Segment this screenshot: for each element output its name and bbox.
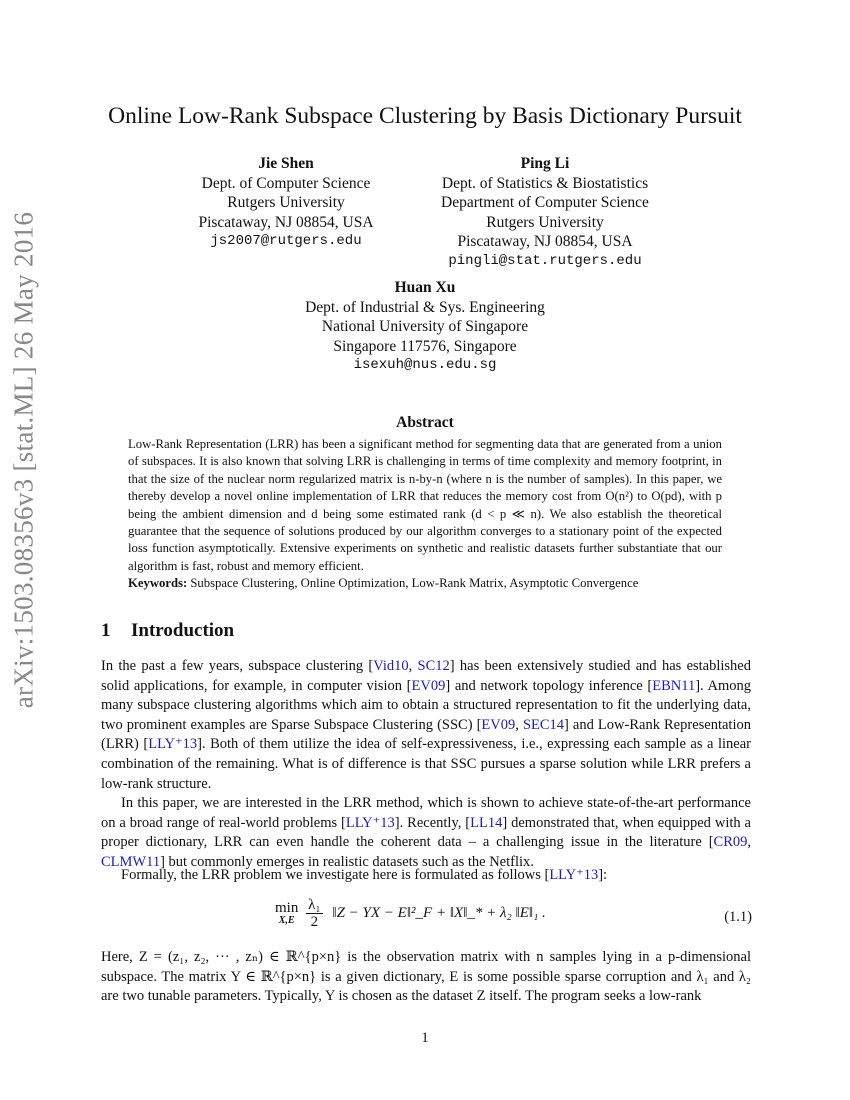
author-affiliation-line: Piscataway, NJ 08854, USA: [198, 213, 374, 231]
author-email[interactable]: isexuh@nus.edu.sg: [353, 357, 497, 373]
intro-paragraph-1: In the past a few years, subspace clustering [Vid10, SC12] has been extensively studied and has established solid applications, for example, in computer vision [EV09] and network topology inference [EBN11]. Among many subspace clustering algorithms which aim to obtain a structured representation to fit the underlying data, two prominent examples are Sparse Subspace Clustering (SSC) [EV09, SEC14] and Low-Rank Representation (LRR) [LLY⁺13]. Both of them utilize the idea of self-expressiveness, i.e., expressing each sample as a linear combination of the remaining. What is of difference is that SSC pursues a sparse solution while LRR prefers a low-rank structure.: [101, 658, 752, 792]
page-number: 1: [421, 1030, 429, 1046]
author-affiliation-line: Singapore 117576, Singapore: [333, 337, 517, 355]
intro-paragraph-4: [101, 948, 751, 1007]
section-number: 1: [101, 620, 111, 641]
author-affiliation-line: Dept. of Computer Science: [201, 174, 371, 192]
eq-min: min: [275, 899, 299, 916]
author-affiliation-line: Department of Computer Science: [441, 194, 649, 211]
intro-paragraph-3: Formally, the LRR problem we investigate here is formulated as follows [LLY⁺13]:: [121, 867, 608, 883]
author-name: Huan Xu: [394, 279, 456, 296]
citation-link[interactable]: LLY⁺13: [549, 867, 599, 883]
citation-link[interactable]: CLMW11: [101, 853, 161, 870]
keywords-list: Subspace Clustering, Online Optimization, Low-Rank Matrix, Asymptotic Convergence: [190, 576, 639, 590]
author-affiliation-line: Dept. of Statistics & Biostatistics: [441, 174, 649, 192]
author-affiliation-line: National University of Singapore: [321, 318, 529, 335]
citation-link[interactable]: Vid10: [373, 658, 409, 674]
citation-link[interactable]: EBN11: [652, 677, 696, 694]
intro-paragraph-4-text: Here, Z = (z₁, z₂, ··· , zₙ) ∈ ℝ^{p×n} is the observation matrix with n samples lying in a p-dimensional subspace. The matrix Y ∈ ℝ^{p×n} is a given dictionary, E is some possible sparse corruption and λ₁ and λ₂ are two tunable parameters. Typically, Y is chosen as the dataset Z itself. The program seeks a low-rank: [101, 949, 751, 1005]
citation-link[interactable]: LLY⁺13: [148, 736, 198, 753]
arxiv-stamp: arXiv:1503.08356v3 [stat.ML] 26 May 2016: [8, 211, 39, 709]
abstract-text: Low-Rank Representation (LRR) has been a significant method for segmenting data that are generated from a union of subspaces. It is also known that solving LRR is challenging in terms of time complexity and memory footprint, in that the size of the nuclear norm regularized matrix is n-by-n (where n is the number of samples). In this paper, we thereby develop a novel online implementation of LRR that reduces the memory cost from O(n²) to O(pd), with p being the ambient dimension and d being some estimated rank (d < p ≪ n). We also establish the theoretical guarantee that the sequence of solutions produced by our algorithm converges to a stationary point of the expected loss function asymptotically. Extensive experiments on synthetic and realistic datasets further substantiate that our algorithm is fast, robust and memory efficient.: [128, 437, 722, 573]
author-affiliation-line: Dept. of Industrial & Sys. Engineering: [305, 298, 545, 316]
author-affiliation-line: Rutgers University: [486, 213, 604, 231]
paper-title: Online Low-Rank Subspace Clustering by Basis Dictionary Pursuit: [108, 103, 742, 129]
citation-link[interactable]: LL14: [470, 814, 503, 831]
author-block-3: [275, 278, 575, 376]
intro-paragraph-2: In this paper, we are interested in the LRR method, which is shown to achieve state-of-the-art performance on a broad range of real-world problems [LLY⁺13]. Recently, [LL14] demonstrated that, when equipped with a proper dictionary, LRR can even handle the coherent data – a challenging issue in the literature [CR09, CLMW11] but commonly emerges in realistic datasets such as the Netflix.: [101, 795, 751, 870]
citation-link[interactable]: EV09: [481, 716, 516, 733]
equation-number: (1.1): [724, 909, 752, 925]
author-block-1: [186, 154, 386, 252]
eq-body: ‖Z − YX − E‖²_F + ‖X‖_* + λ₂ ‖E‖₁ .: [332, 905, 546, 921]
eq-min-subscript: X,E: [278, 914, 295, 926]
citation-link[interactable]: LLY⁺13: [345, 814, 395, 831]
equation-1-1: [0, 897, 850, 937]
citation-link[interactable]: SEC14: [522, 716, 565, 733]
keywords-label: Keywords:: [128, 576, 188, 590]
author-email[interactable]: js2007@rutgers.edu: [210, 233, 362, 249]
section-title: Introduction: [131, 620, 235, 641]
author-affiliation-line: Rutgers University: [227, 194, 345, 211]
author-email[interactable]: pingli@stat.rutgers.edu: [448, 252, 642, 269]
citation-link[interactable]: SC12: [417, 658, 450, 674]
author-name: Ping Li: [520, 155, 570, 172]
author-block-2: [420, 154, 670, 271]
eq-frac-numerator: λ₁: [308, 897, 321, 913]
author-name: Jie Shen: [258, 155, 314, 172]
author-affiliation-line: Piscataway, NJ 08854, USA: [457, 233, 633, 250]
citation-link[interactable]: CR09: [713, 834, 748, 851]
section-heading: [101, 620, 234, 642]
abstract-heading: Abstract: [396, 414, 454, 431]
citation-link[interactable]: EV09: [411, 677, 446, 694]
keywords: [128, 576, 722, 591]
eq-frac-denominator: 2: [310, 914, 319, 930]
